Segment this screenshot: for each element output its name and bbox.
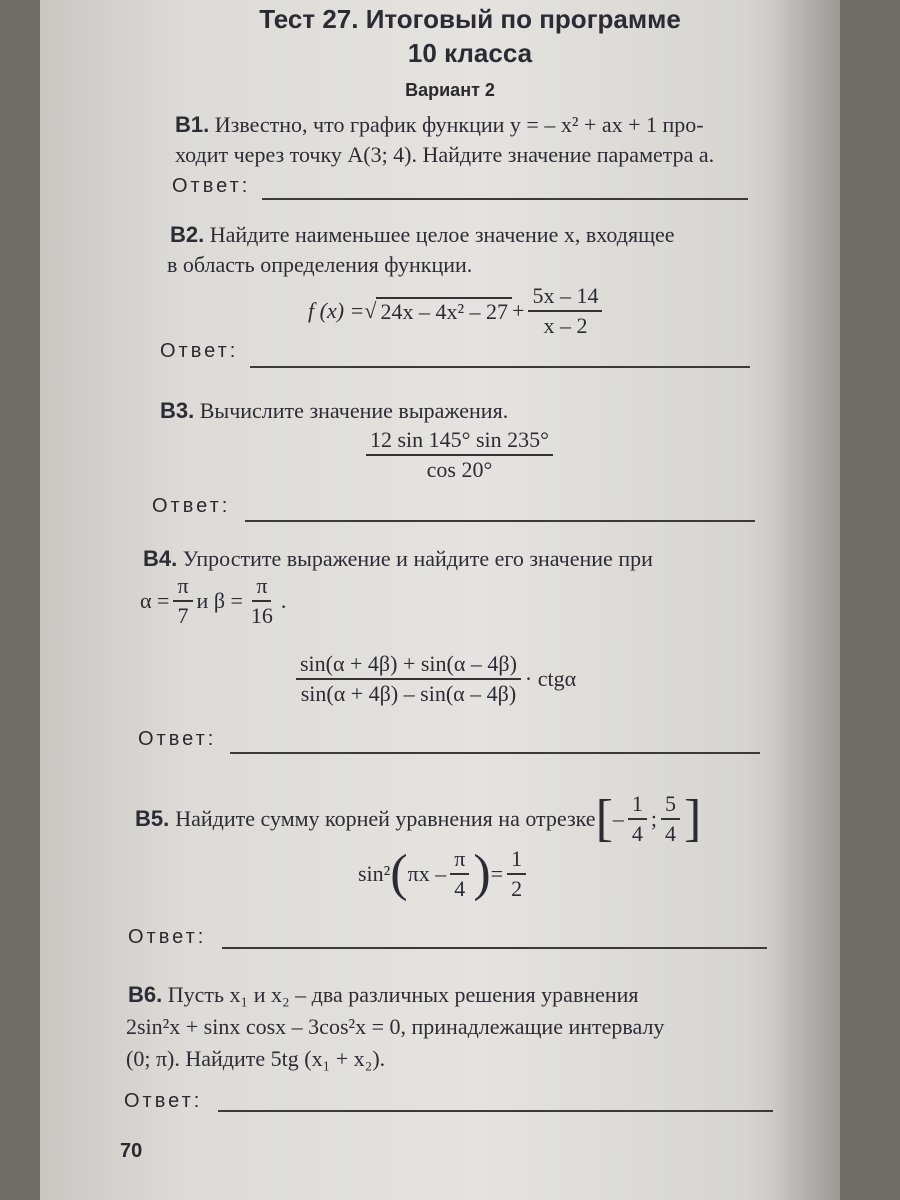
task-b1-text: ходит через точку A(3; 4). Найдите значение параметра a.	[175, 142, 715, 167]
answer-label-b5: Ответ:	[128, 926, 207, 948]
sqrt-symbol-icon: √	[364, 298, 377, 323]
formula-b2-radicand: 24x – 4x² – 27	[376, 297, 512, 325]
b5-one: 1	[628, 790, 647, 820]
task-b3-line1: Вычислите значение выражения.	[199, 398, 509, 423]
task-b2-line1: Найдите наименьшее целое значение x, входящее	[209, 222, 675, 247]
answer-label-b2: Ответ:	[160, 340, 239, 362]
formula-b4-params	[140, 572, 286, 630]
formula-b4-denominator: sin(α + 4β) – sin(α – 4β)	[300, 681, 517, 706]
task-b4	[143, 546, 653, 572]
answer-line-b1[interactable]	[262, 198, 748, 200]
task-b6-number: В6.	[128, 982, 163, 1007]
formula-b4-sixteen: 16	[250, 603, 273, 628]
formula-b2-denominator: x – 2	[543, 313, 588, 338]
answer-label-b6: Ответ:	[124, 1090, 203, 1112]
b5-minus: –	[612, 806, 624, 831]
right-paren-icon: )	[473, 845, 491, 902]
answer-label-b1: Ответ:	[172, 175, 251, 197]
task-b6-question: (0; π). Найдите 5tg (x₁ + x₂).	[126, 1046, 386, 1071]
formula-b3-denominator: cos 20°	[426, 457, 493, 482]
formula-b5-half	[507, 845, 526, 903]
formula-b2-fraction	[528, 282, 602, 340]
page-edge-shadow	[770, 0, 840, 1200]
task-b1-number: В1.	[175, 112, 210, 137]
textbook-page	[40, 0, 840, 1200]
task-b6	[128, 982, 639, 1008]
formula-b4-and-beta: и β =	[196, 588, 243, 613]
formula-b2	[308, 282, 606, 340]
task-b4-number: В4.	[143, 546, 178, 571]
answer-line-b4[interactable]	[230, 752, 760, 754]
task-b1	[175, 112, 704, 138]
formula-b5-lhs: sin²	[358, 861, 391, 886]
formula-b4-beta-frac	[247, 572, 277, 630]
task-b3	[160, 398, 508, 424]
page-title: Тест 27. Итоговый по программе	[259, 4, 681, 34]
b5-interval-right	[661, 790, 680, 848]
task-b5-number: В5.	[135, 806, 170, 831]
variant-label: Вариант 2	[405, 80, 495, 100]
formula-b4-alpha-frac	[173, 572, 192, 630]
answer-label-b3: Ответ:	[152, 495, 231, 517]
b5-interval-left	[628, 790, 647, 848]
b5-four-2: 4	[665, 821, 677, 846]
b5-half-num: 1	[507, 845, 526, 875]
left-bracket-icon: [	[595, 790, 613, 847]
formula-b2-lhs: f (x) =	[308, 298, 365, 323]
formula-b3	[362, 426, 557, 484]
page-number: 70	[120, 1140, 143, 1162]
b5-five: 5	[661, 790, 680, 820]
formula-b4-tail: · ctgα	[524, 666, 577, 691]
formula-b5-inner: πx –	[407, 861, 447, 886]
formula-b5-pi-frac	[450, 845, 469, 903]
formula-b4	[292, 650, 576, 708]
task-b4-line1: Упростите выражение и найдите его значение при	[182, 546, 653, 571]
b5-four-3: 4	[454, 876, 466, 901]
task-b2-text: в область определения функции.	[167, 252, 473, 277]
task-b1-line1: Известно, что график функции y = – x² + ax + 1 про-	[214, 112, 704, 137]
page-subtitle: 10 класса	[407, 38, 533, 68]
answer-line-b2[interactable]	[250, 366, 750, 368]
formula-b3-numerator: 12 sin 145° sin 235°	[366, 426, 553, 456]
task-b2-number: В2.	[170, 222, 205, 247]
answer-line-b6[interactable]	[218, 1110, 773, 1112]
answer-label-b4: Ответ:	[138, 728, 217, 750]
formula-b4-seven: 7	[177, 603, 189, 628]
answer-line-b3[interactable]	[245, 520, 755, 522]
b5-four: 4	[631, 821, 643, 846]
task-b6-line1: Пусть x₁ и x₂ – два различных решения уравнения	[167, 982, 639, 1007]
formula-b4-fraction	[296, 650, 521, 708]
formula-b5	[358, 845, 530, 903]
formula-b4-numerator: sin(α + 4β) + sin(α – 4β)	[296, 650, 521, 680]
answer-line-b5[interactable]	[222, 947, 767, 949]
task-b5-line1: Найдите сумму корней уравнения на отрезке	[175, 806, 596, 831]
b5-equals: =	[490, 861, 504, 886]
formula-b4-dot: .	[280, 588, 287, 613]
formula-b4-pi-2: π	[252, 572, 271, 602]
task-b5	[135, 790, 701, 848]
formula-b2-numerator: 5x – 14	[528, 282, 602, 312]
formula-b4-pi: π	[173, 572, 192, 602]
b5-pi: π	[450, 845, 469, 875]
right-bracket-icon: ]	[684, 790, 702, 847]
task-b2	[170, 222, 675, 248]
b5-half-den: 2	[511, 876, 523, 901]
task-b3-number: В3.	[160, 398, 195, 423]
formula-b4-alpha: α =	[140, 588, 170, 613]
b5-separator: ;	[650, 806, 658, 831]
task-b6-equation: 2sin²x + sinx cosx – 3cos²x = 0, принадлежащие интервалу	[126, 1014, 665, 1039]
formula-b2-plus: +	[512, 298, 525, 323]
left-paren-icon: (	[390, 845, 408, 902]
formula-b3-fraction	[366, 426, 553, 484]
